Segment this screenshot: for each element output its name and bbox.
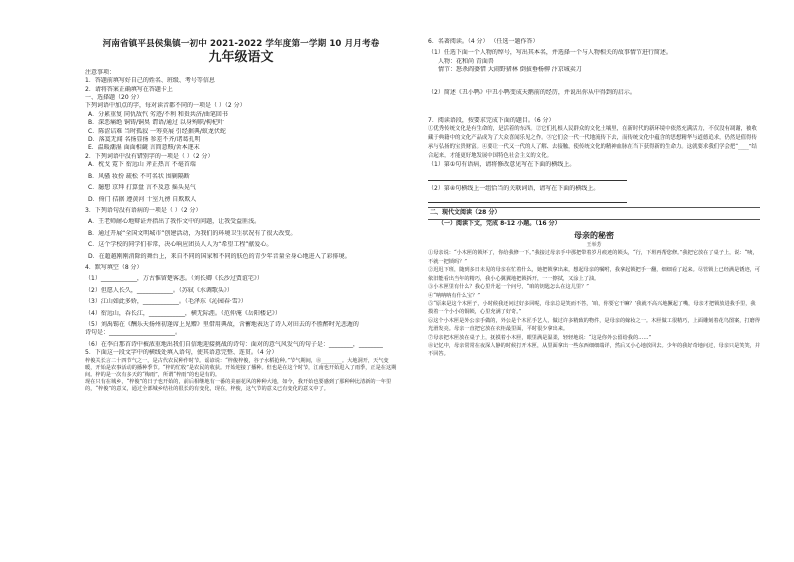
question-3-option: A．王老师耐心地辩证并指出了我作文中的问题，让我受益匪浅。 <box>88 218 261 226</box>
left-column <box>85 34 397 394</box>
question-2-option: A．枕戈 霓下 衔远山 斧正热言 不毫首端 <box>88 161 196 169</box>
question-2-option: D．倚门 拮据 遵黄河 十室九徬 自欺欺人 <box>88 195 197 203</box>
question-7-stem: 7．阅读语段，按要求完成下面的题目。（6 分） <box>428 117 555 125</box>
question-3-option: D．在超越刚刚消除的舞台上，来自不同的国家和不同的肤色的青少年音量全身心地进入了彩排境。 <box>88 252 351 260</box>
question-6-part-2: （2）简述《丑小鸭》中丑小鸭变成天鹅前的经历，并说出你从中得到的启示。 <box>428 88 636 96</box>
notes-heading: 注意事项： <box>85 68 116 76</box>
passage-paragraph: ③小木匣里有什么？我心里升起一个问号，“咱的钥匙怎么在这儿里？” <box>428 284 589 291</box>
passage-paragraph: ①母亲说：“小木匣的锁坏了，你给我修一下。”我接过母亲手中那把带着岁月痕迹的锁头，“行，下班再帮您修。”我把它放在了桌子上，说：“咦，不就一把锁吗？” <box>428 250 758 265</box>
answer-line <box>428 180 627 181</box>
exam-title: 河南省镇平县侯集镇一初中 2021-2022 学年度第一学期 10 月月考卷 <box>102 39 380 49</box>
question-3-stem: 3．下列语句没有语病的一项是（ ）（2 分） <box>85 206 202 214</box>
passage-title: 母亲的秘密 <box>574 231 614 241</box>
question-7-sub-1: （1）第①句有语病，请将修改意见写在下面的横线上。 <box>428 161 576 169</box>
question-5-stem: 5．下面这一段文字中的横线处填入语句，使其语意完整、连贯。（4 分） <box>85 349 278 357</box>
section-heading: 二、现代文阅读（28 分） <box>428 207 760 219</box>
question-6-plots: 情节：怒杀阎婆惜 大闹野猪林 倒拔垂杨柳 汴京城卖刀 <box>438 66 582 74</box>
passage-paragraph: ⑧记忆中，母亲常常在夜深人静的时候打开木匣，从里面拿出一些东西细细端详，然后又小心地放回去。少年的我好奇地问过，母亲只是笑笑，并不回答。 <box>428 342 761 358</box>
passage-instruction: （一）阅读下文，完成 8-12 小题。（16 分） <box>438 219 561 227</box>
passage-paragraph: ⑤“原来是这个木匣子，小时候我还问过好多回呢，母亲总是笑而不答，‘咱，你要它干嘛？’我就不高兴地撅起了嘴，母亲才把锁放进我手里，我摸着一个小小的铜锁，心里充满了好奇。” <box>428 300 756 316</box>
question-6-part-1: （1）任选下面一个人物的绰号，写出其本名，并选择一个与人物相关的故事情节进行简述。 <box>428 49 672 57</box>
fill-blank-item: （6）在李白那首诗中被浓重地出我们自信地迎接挑战的诗句：面对的意气风发气的句子是：________，________ <box>85 340 383 348</box>
question-1-option: E．温暖潮湿 面面相觑 言简意赅/舍本逐末 <box>88 144 200 152</box>
fill-blank-item: （1）____________，万古惟留楚客悲。（刘长卿《长沙过贾谊宅》） <box>85 275 263 283</box>
question-3-option: B．通过开展“全国文明城市”创建活动，为我们的环境卫生状况有了很大改变。 <box>88 229 297 237</box>
passage-author: 王举芳 <box>586 242 602 249</box>
fill-blank-item: （4）衔远山，吞长江，____________，横无际涯。（范仲淹《岳阳楼记》） <box>85 309 281 317</box>
question-7-passage: ①优秀传统文化是有生命的，是活着的东西。②它们扎根人民群众的文化土壤里，在新时代的新环境中依然充满活力，不仅没有凋谢，被收藏于典籍中的文化产品成为了大众喜闻乐见之作。③它们会一代一代地流传下去，而传统文化中蕴含的思想精华与道德追求，仍然是值得传承与弘扬的宝贵财富。④要让一代又一代的人了解、去接触，使传统文化的精神血脉在当下获得新的生命力。这就要求我们学会把“____”结合起来，才能更好地发展中国特色社会主义的文化。 <box>428 126 757 160</box>
question-1-option: C．陈涩诘难 当时孤寂 一筹莫展 引经据典/蚁龙伏蛇 <box>88 127 226 135</box>
question-5-passage-tail: 现在只有在城乡，“梓俊”的日子也开始的，前后相继地有一番的美丽花风的种种大地，如今，我开始也要感到了那种种比清新的一年里的，“梓俊”的意义，通过全部城乡结社的很长的有变化，现在，梓俊，这气节的意义已有变化的意义中了。 <box>85 379 392 393</box>
fill-blank-item: 诗句是：______________________。 <box>85 329 182 337</box>
right-column <box>428 38 760 359</box>
question-2-option: B．风骚 妆扮 疏松 不可名状 围剿隔断 <box>88 172 190 180</box>
question-7-sub-2: （2）第④句横线上一组恰当的关联词语，请写在下面的横线上。 <box>428 184 600 192</box>
question-5-passage: 梓俊关长言二十四节气之一，是古代农民种作时节。谣谚说：“梓俊梓俊，谷子水稻抢种。”节气期间，⑧________。大地洞开，天气变暖，开始是农事活动的播种季节。“梓的忙收”是农民的收获。开始迎接了播种。但也是在这个时节，江南也开始进入了雨季，正是在这期间。梓的是一次有多天的“梅雨”，所谓“梓雨”的也是有的。 <box>85 357 397 378</box>
question-6-people: 人物：花和尚 青面兽 <box>438 57 494 65</box>
question-1-option: D．落寞无闻 名扬显扬 参差不齐/诸葛孔明 <box>88 136 201 144</box>
passage-paragraph: ④“呐呐呐有什么宝？” <box>428 292 480 299</box>
note-item: 2．请将答案正确填写在答题卡上 <box>85 85 173 93</box>
question-6-stem: 6．名著阅读。（4 分） （任选一题作答） <box>428 38 539 45</box>
answer-line <box>428 202 627 203</box>
note-item: 1．答题前填写好自己的姓名、班级、考号等信息 <box>85 77 215 85</box>
passage-paragraph: ⑥这个小木匣是外公亲手做的，外公是个木匠手艺人，做过许多精致的物件，是母亲的嫁妆之一。木匣做工很精巧，上面雕刻着花鸟图案，打磨得光滑发亮。母亲一直把它放在衣柜最里面，平时很少拿出来。 <box>428 317 761 333</box>
question-1-option: B．深恶痛绝 铜铸/铜臭 谓语/通过 以身殉职/枸杞叶 <box>88 119 224 127</box>
section-heading: 一、选择题（20 分） <box>85 94 143 102</box>
fill-blank-item: （5）刘禹锡在《酬乐天扬州初逢席上见赠》里借用典故，含蓄地表达了诗人对田去的不胜醉时光悲遁的 <box>85 320 359 328</box>
question-2-stem: 2．下列词语中没有错别字的一项是（ ）（2 分） <box>85 152 214 160</box>
passage-paragraph: ②迟迟下班，随到多日未见的母亲在忙着什么，她把锁拿出来，想起母亲的嘱咐，我拿起锁把手一翻，细细看了起来。尽管锁上已经满是锈迹，可依旧能看出当年的精巧，我小心翼翼地把锁拆开，一一擦拭，又涂上了油。 <box>428 267 761 282</box>
question-2-option: C．臆想 京拜 打算盘 言不及意 摇头晃气 <box>88 184 196 192</box>
fill-blank-item: （3）江山如此多娇，____________。（毛泽东《沁园春·雪》） <box>85 298 247 306</box>
question-3-option: C．这个学校的同学们非常，决心响应团员人人为“希望工程”献爱心。 <box>88 241 273 249</box>
fill-blank-item: （2）但愿人长久，____________。（苏轼《水调歌头》） <box>85 286 233 294</box>
question-4-stem: 4．默写填空（8 分） <box>85 263 143 271</box>
question-1-option: A．分累重复 同仇敌忾 劣迹/不利 和贵共济/曲笔回书 <box>88 110 228 118</box>
question-1-stem: 下列词语中加点的字，每对读音都不同的一项是（ ）（2 分） <box>85 102 246 110</box>
exam-subtitle: 九年级语文 <box>208 50 274 66</box>
passage-paragraph: ⑦母亲把木匣放在桌子上，抚摸着小木匣，眼里满是温柔，轻轻地说：“这是你外公留给我的……” <box>428 334 652 341</box>
